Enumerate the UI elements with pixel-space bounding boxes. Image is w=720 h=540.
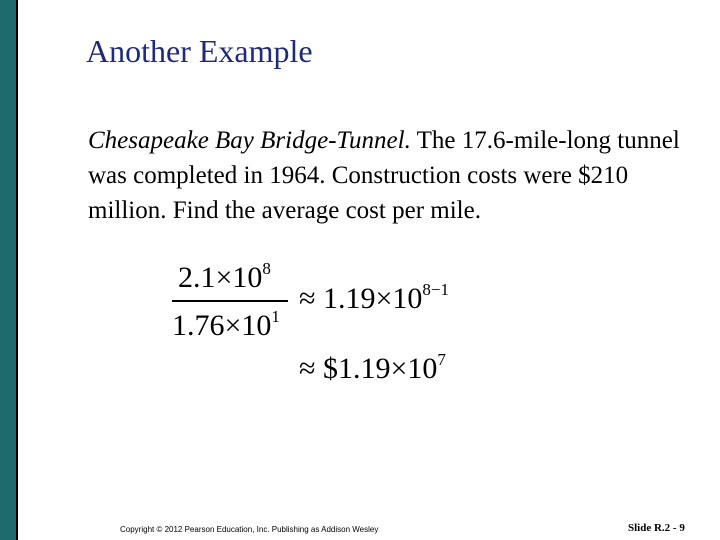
footer-slide-number: Slide R.2 - 9 [628,522,685,534]
slide-title: Another Example [86,33,313,69]
result-step-1 [299,282,449,316]
denominator-exponent: 1 [271,307,280,326]
fraction-denominator [172,309,280,343]
fraction-numerator [178,261,271,295]
side-accent-bar [0,0,16,540]
result-2-base: ≈ $1.19×10 [299,352,438,385]
footer-copyright: Copyright © 2012 Pearson Education, Inc. Publishing as Addison Wesley [120,525,379,534]
result-1-exponent: 8−1 [422,280,449,299]
result-2-exponent: 7 [437,350,446,369]
problem-heading: Chesapeake Bay Bridge-Tunnel. [88,127,411,154]
problem-statement: The 17.6-mile-long tunnel was completed in 1964. Construction costs were $210 million. Find the average cost per mile. [88,127,680,224]
numerator-base: 2.1×10 [178,261,263,294]
result-1-base: ≈ 1.19×10 [299,282,423,315]
numerator-exponent: 8 [262,259,271,278]
result-step-2 [299,352,446,386]
denominator-base: 1.76×10 [172,309,272,342]
side-accent-line [16,0,18,540]
problem-text [88,123,698,228]
fraction-bar [172,300,288,302]
